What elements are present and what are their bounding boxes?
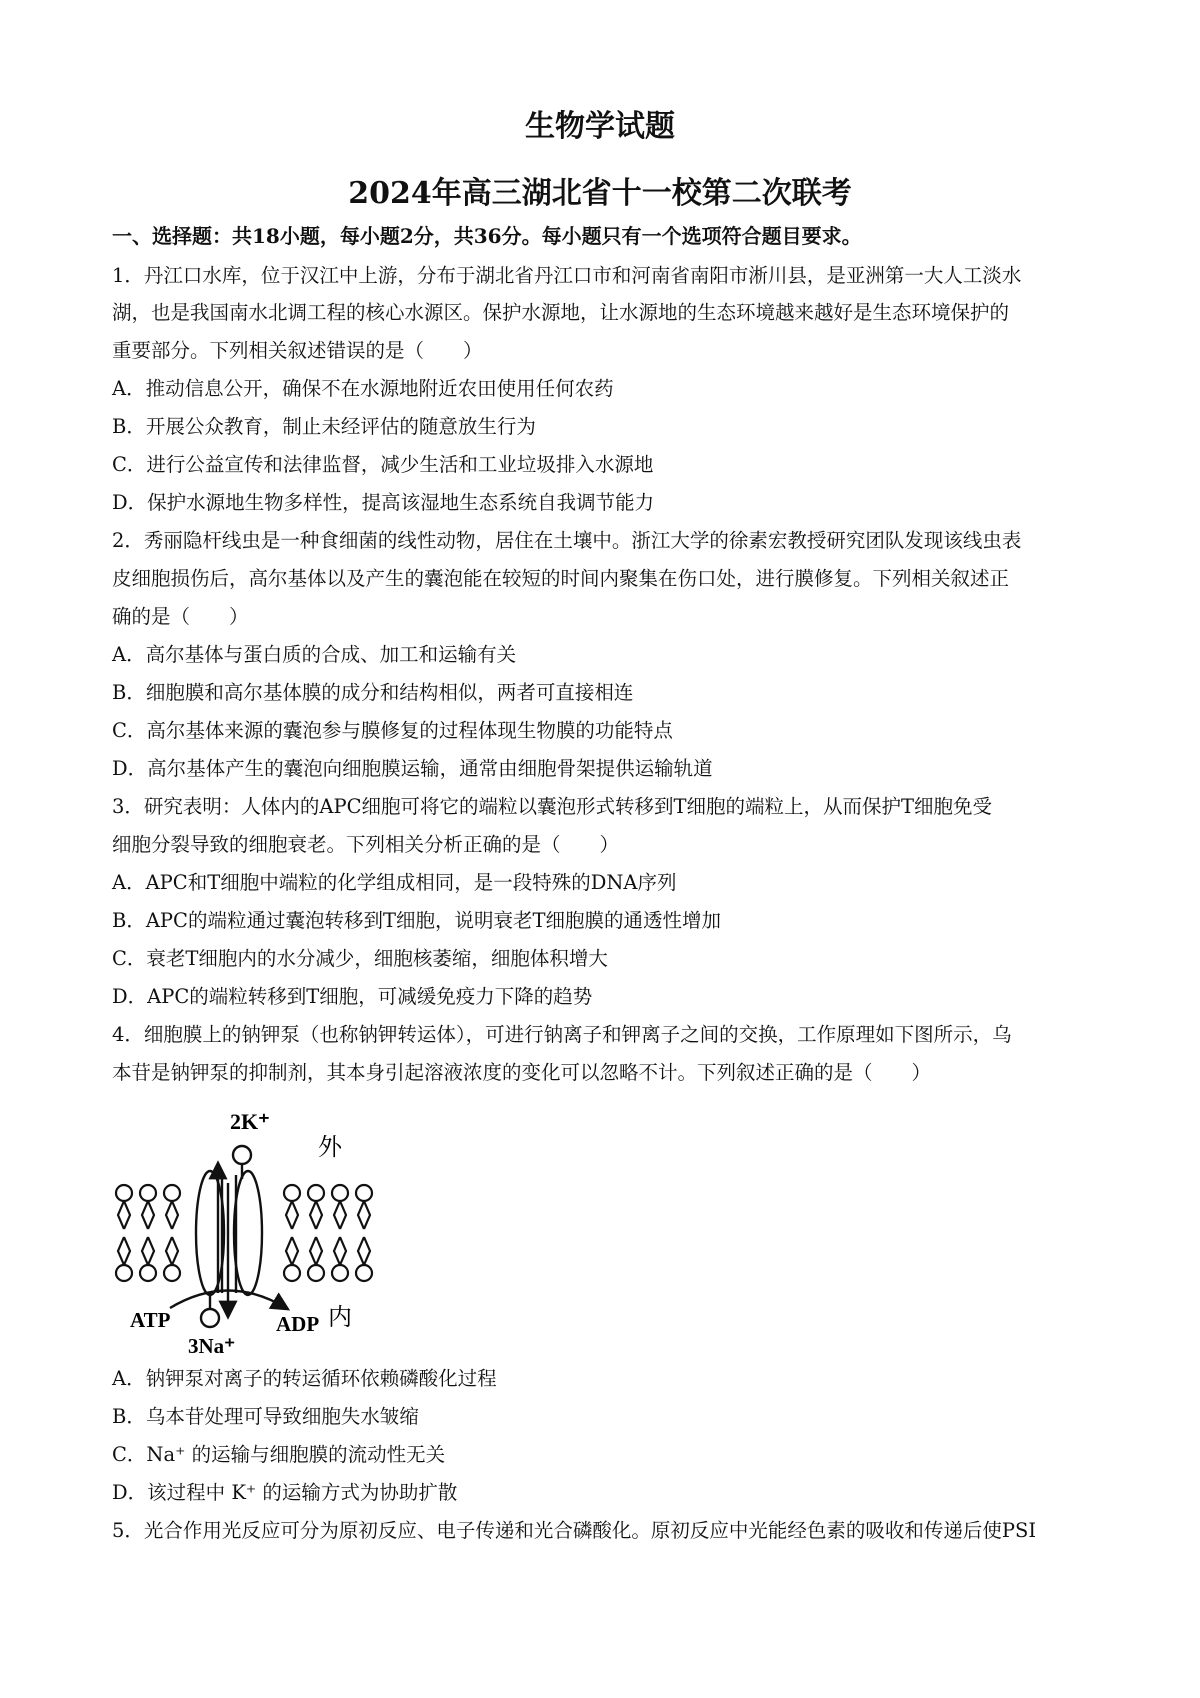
lipid-tail-icon: [142, 1237, 154, 1265]
lipid-tail-icon: [334, 1237, 346, 1265]
q3-option-c: C．衰老T细胞内的水分减少，细胞核萎缩，细胞体积增大: [112, 947, 608, 970]
q2-stem-line: 确的是（ ）: [112, 605, 249, 628]
lipid-tail-icon: [310, 1201, 322, 1229]
lipid-head-icon: [116, 1185, 132, 1201]
q3-stem-line: 3．研究表明：人体内的APC细胞可将它的端粒以囊泡形式转移到T细胞的端粒上，从而保护T细胞免受: [112, 795, 993, 818]
q4-option-b: B．乌本苷处理可导致细胞失水皱缩: [112, 1405, 419, 1428]
q4-option-d: D．该过程中 K⁺ 的运输方式为协助扩散: [112, 1481, 458, 1504]
sodium-ion-icon: [201, 1309, 219, 1327]
q2-option-d: D．高尔基体产生的囊泡向细胞膜运输，通常由细胞骨架提供运输轨道: [112, 757, 713, 780]
inside-label: 内: [328, 1303, 352, 1331]
lipid-head-icon: [164, 1185, 180, 1201]
potassium-ion-icon: [233, 1146, 251, 1164]
atp-label: ATP: [130, 1308, 171, 1332]
q1-option-c: C．进行公益宣传和法律监督，减少生活和工业垃圾排入水源地: [112, 453, 654, 476]
lipid-tail-icon: [358, 1237, 370, 1265]
q2-option-a: A．高尔基体与蛋白质的合成、加工和运输有关: [112, 643, 517, 666]
q4-stem-line: 4．细胞膜上的钠钾泵（也称钠钾转运体），可进行钠离子和钾离子之间的交换，工作原理如下图所示，乌: [112, 1023, 1012, 1046]
q1-option-b: B．开展公众教育，制止未经评估的随意放生行为: [112, 415, 536, 438]
lipid-tail-icon: [310, 1237, 322, 1265]
lipid-tail-icon: [118, 1237, 130, 1265]
lipid-head-icon: [284, 1185, 300, 1201]
lipid-head-icon: [332, 1265, 348, 1281]
lipid-tail-icon: [286, 1201, 298, 1229]
lipid-tail-icon: [358, 1201, 370, 1229]
phospholipid-bilayer: [116, 1185, 372, 1281]
outside-label: 外: [318, 1133, 342, 1161]
q4-stem-line: 本苷是钠钾泵的抑制剂，其本身引起溶液浓度的变化可以忽略不计。下列叙述正确的是（ ）: [112, 1061, 932, 1084]
q3-stem-line: 细胞分裂导致的细胞衰老。下列相关分析正确的是（ ）: [112, 833, 620, 856]
q3-option-b: B．APC的端粒通过囊泡转移到T细胞，说明衰老T细胞膜的通透性增加: [112, 909, 721, 932]
q4-option-c: C．Na⁺ 的运输与细胞膜的流动性无关: [112, 1443, 446, 1466]
q1-option-a: A．推动信息公开，确保不在水源地附近农田使用任何农药: [112, 377, 614, 400]
lipid-tail-icon: [286, 1237, 298, 1265]
q2-stem-line: 2．秀丽隐杆线虫是一种食细菌的线性动物，居住在土壤中。浙江大学的徐素宏教授研究团队发现该线虫表: [112, 529, 1022, 552]
exam-subtitle: 2024年高三湖北省十一校第二次联考: [348, 176, 852, 211]
q3-option-d: D．APC的端粒转移到T细胞，可减缓免疫力下降的趋势: [112, 985, 593, 1008]
sodium-label: 3Na⁺: [188, 1334, 236, 1355]
lipid-tail-icon: [118, 1201, 130, 1229]
q3-option-a: A．APC和T细胞中端粒的化学组成相同，是一段特殊的DNA序列: [112, 871, 677, 894]
q2-option-b: B．细胞膜和高尔基体膜的成分和结构相似，两者可直接相连: [112, 681, 634, 704]
q1-stem-line: 1．丹江口水库，位于汉江中上游，分布于湖北省丹江口市和河南省南阳市淅川县，是亚洲第一大人工淡水: [112, 264, 1022, 287]
potassium-label: 2K⁺: [230, 1109, 270, 1134]
lipid-head-icon: [284, 1265, 300, 1281]
q1-stem-line: 湖，也是我国南水北调工程的核心水源区。保护水源地，让水源地的生态环境越来越好是生态环境保护的: [112, 301, 1010, 324]
sodium-potassium-pump-diagram: [110, 1103, 375, 1355]
section-heading: 一、选择题：共18小题，每小题2分，共36分。每小题只有一个选项符合题目要求。: [112, 224, 862, 248]
adp-label: ADP: [276, 1312, 320, 1336]
q1-stem-line: 重要部分。下列相关叙述错误的是（ ）: [112, 339, 483, 362]
lipid-head-icon: [140, 1265, 156, 1281]
lipid-head-icon: [308, 1265, 324, 1281]
lipid-head-icon: [356, 1265, 372, 1281]
lipid-head-icon: [116, 1265, 132, 1281]
q2-option-c: C．高尔基体来源的囊泡参与膜修复的过程体现生物膜的功能特点: [112, 719, 673, 742]
lipid-tail-icon: [334, 1201, 346, 1229]
q5-stem-line: 5．光合作用光反应可分为原初反应、电子传递和光合磷酸化。原初反应中光能经色素的吸收和传递后使PSI: [112, 1519, 1037, 1542]
q2-stem-line: 皮细胞损伤后，高尔基体以及产生的囊泡能在较短的时间内聚集在伤口处，进行膜修复。下列相关叙述正: [112, 567, 1010, 590]
lipid-head-icon: [356, 1185, 372, 1201]
lipid-head-icon: [164, 1265, 180, 1281]
lipid-head-icon: [332, 1185, 348, 1201]
q4-option-a: A．钠钾泵对离子的转运循环依赖磷酸化过程: [112, 1367, 497, 1390]
lipid-tail-icon: [142, 1201, 154, 1229]
q1-option-d: D．保护水源地生物多样性，提高该湿地生态系统自我调节能力: [112, 491, 655, 514]
lipid-head-icon: [140, 1185, 156, 1201]
lipid-tail-icon: [166, 1237, 178, 1265]
lipid-tail-icon: [166, 1201, 178, 1229]
page-title: 生物学试题: [525, 109, 675, 144]
lipid-head-icon: [308, 1185, 324, 1201]
